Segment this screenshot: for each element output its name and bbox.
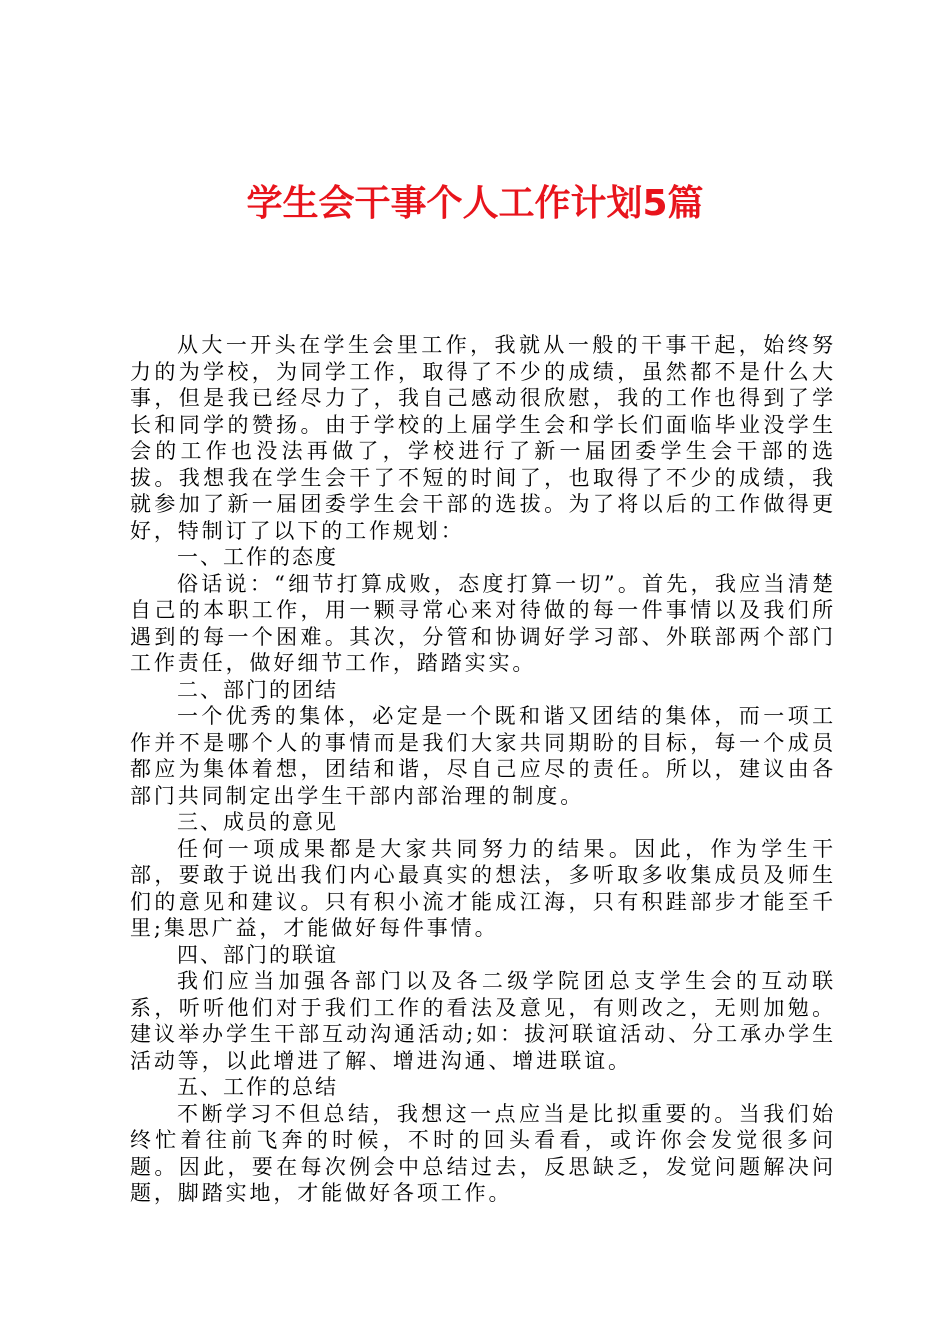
intro-paragraph: 从大一开头在学生会里工作，我就从一般的干事干起，始终努力的为学校，为同学工作，取得了不少的成绩，虽然都不是什么大事，但是我已经尽力了，我自己感动很欣慰，我的工作也得到了学长和同学的赞扬。由于学校的上届学生会和学长们面临毕业没学生会的工作也没法再做了，学校进行了新一届团委学生会干部的选拔。我想我在学生会干了不短的时间了，也取得了不少的成绩，我就参加了新一届团委学生会干部的选拔。为了将以后的工作做得更好，特制订了以下的工作规划： — [130, 333, 836, 543]
section-heading-opinions: 三、成员的意见 — [177, 810, 338, 834]
section-paragraph-summary: 不断学习不但总结，我想这一点应当是比拟重要的。当我们始终忙着往前飞奔的时候，不时的回头看看，或许你会发觉很多问题。因此，要在每次例会中总结过去，反思缺乏，发觉问题解决问题，脚踏实地，才能做好各项工作。 — [130, 1101, 836, 1205]
section-paragraph-opinions: 任何一项成果都是大家共同努力的结果。因此，作为学生干部，要敢于说出我们内心最真实的想法，多听取多收集成员及师生们的意见和建议。只有积小流才能成江海，只有积跬部步才能至千里;集思广益，才能做好每件事情。 — [130, 836, 836, 940]
document-body — [130, 332, 836, 1207]
section-paragraph-attitude: 俗话说：“细节打算成败，态度打算一切”。首先，我应当清楚自己的本职工作，用一颗寻常心来对待做的每一件事情以及我们所遇到的每一个困难。其次，分管和协调好学习部、外联部两个部门工作责任，做好细节工作，踏踏实实。 — [130, 571, 836, 675]
section-heading-summary: 五、工作的总结 — [177, 1075, 338, 1099]
page-title: 学生会干事个人工作计划5篇 — [246, 183, 704, 224]
section-paragraph-unity: 一个优秀的集体，必定是一个既和谐又团结的集体，而一项工作并不是哪个人的事情而是我们大家共同期盼的目标，每一个成员都应为集体着想，团结和谐，尽自己应尽的责任。所以，建议由各部门共同制定出学生干部内部治理的制度。 — [130, 704, 836, 808]
section-paragraph-liaison: 我们应当加强各部门以及各二级学院团总支学生会的互动联系，听听他们对于我们工作的看法及意见，有则改之，无则加勉。建议举办学生干部互动沟通活动;如：拔河联谊活动、分工承办学生活动等，以此增进了解、增进沟通、增进联谊。 — [130, 969, 836, 1073]
section-heading-unity: 二、部门的团结 — [177, 677, 338, 702]
section-heading-liaison: 四、部门的联谊 — [177, 942, 338, 967]
section-heading-attitude: 一、工作的态度 — [177, 545, 338, 569]
